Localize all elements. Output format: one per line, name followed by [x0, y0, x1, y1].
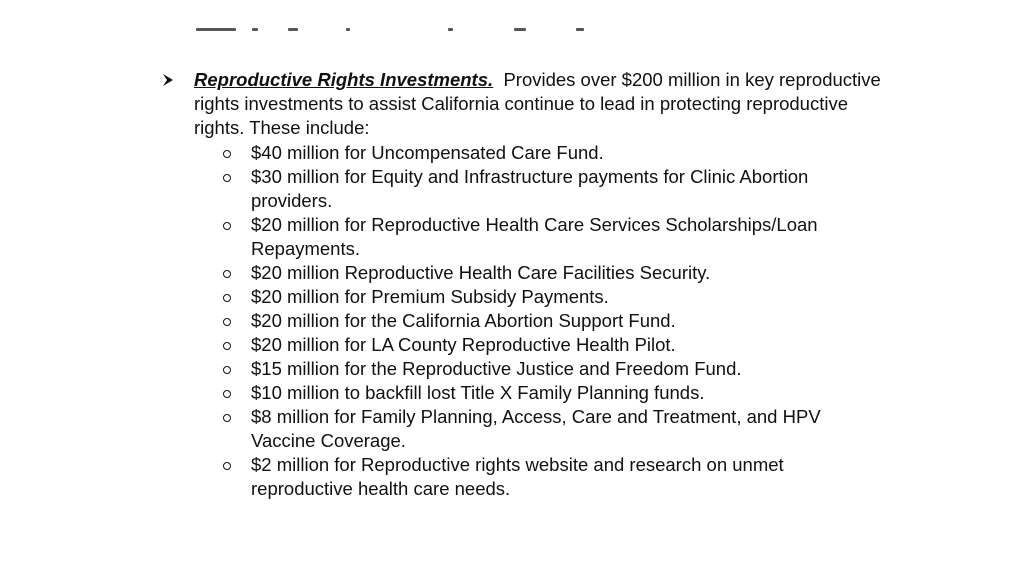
list-item-text: $20 million for the California Abortion Support Fund. [251, 310, 676, 331]
circle-bullet-icon [223, 366, 231, 374]
clipped-previous-line [196, 28, 616, 46]
circle-bullet-icon [223, 462, 231, 470]
list-item [220, 285, 860, 309]
list-item [220, 381, 860, 405]
list-item-text: $20 million for Premium Subsidy Payments. [251, 286, 609, 307]
circle-bullet-icon [223, 390, 231, 398]
list-item [220, 165, 860, 213]
list-item [220, 141, 860, 165]
list-item-text: $40 million for Uncompensated Care Fund. [251, 142, 604, 163]
list-item-text: $2 million for Reproductive rights website and research on unmet reproductive health care needs. [251, 454, 784, 499]
circle-bullet-icon [223, 318, 231, 326]
list-item [220, 453, 860, 501]
section-title: Reproductive Rights Investments. [194, 69, 494, 90]
circle-bullet-icon [223, 150, 231, 158]
list-item [220, 357, 860, 381]
list-item-text: $20 million Reproductive Health Care Facilities Security. [251, 262, 711, 283]
circle-bullet-icon [223, 294, 231, 302]
section-paragraph [194, 68, 894, 140]
list-item [220, 213, 860, 261]
list-item-text: $15 million for the Reproductive Justice and Freedom Fund. [251, 358, 742, 379]
list-item-text: $30 million for Equity and Infrastructure payments for Clinic Abortion providers. [251, 166, 809, 211]
list-item-text: $20 million for LA County Reproductive Health Pilot. [251, 334, 676, 355]
circle-bullet-icon [223, 174, 231, 182]
circle-bullet-icon [223, 270, 231, 278]
list-item-text: $10 million to backfill lost Title X Family Planning funds. [251, 382, 705, 403]
list-item [220, 333, 860, 357]
list-item-text: $20 million for Reproductive Health Care Services Scholarships/Loan Repayments. [251, 214, 818, 259]
list-item-text: $8 million for Family Planning, Access, Care and Treatment, and HPV Vaccine Coverage. [251, 406, 821, 451]
arrow-bullet-icon [162, 73, 174, 87]
section-intro: Provides over $200 million in key reproductive rights investments to assist California continue to lead in protecting reproductive rights. These include: [194, 69, 881, 138]
investment-list [220, 141, 860, 501]
circle-bullet-icon [223, 222, 231, 230]
list-item [220, 261, 860, 285]
list-item [220, 405, 860, 453]
circle-bullet-icon [223, 414, 231, 422]
list-item [220, 309, 860, 333]
circle-bullet-icon [223, 342, 231, 350]
